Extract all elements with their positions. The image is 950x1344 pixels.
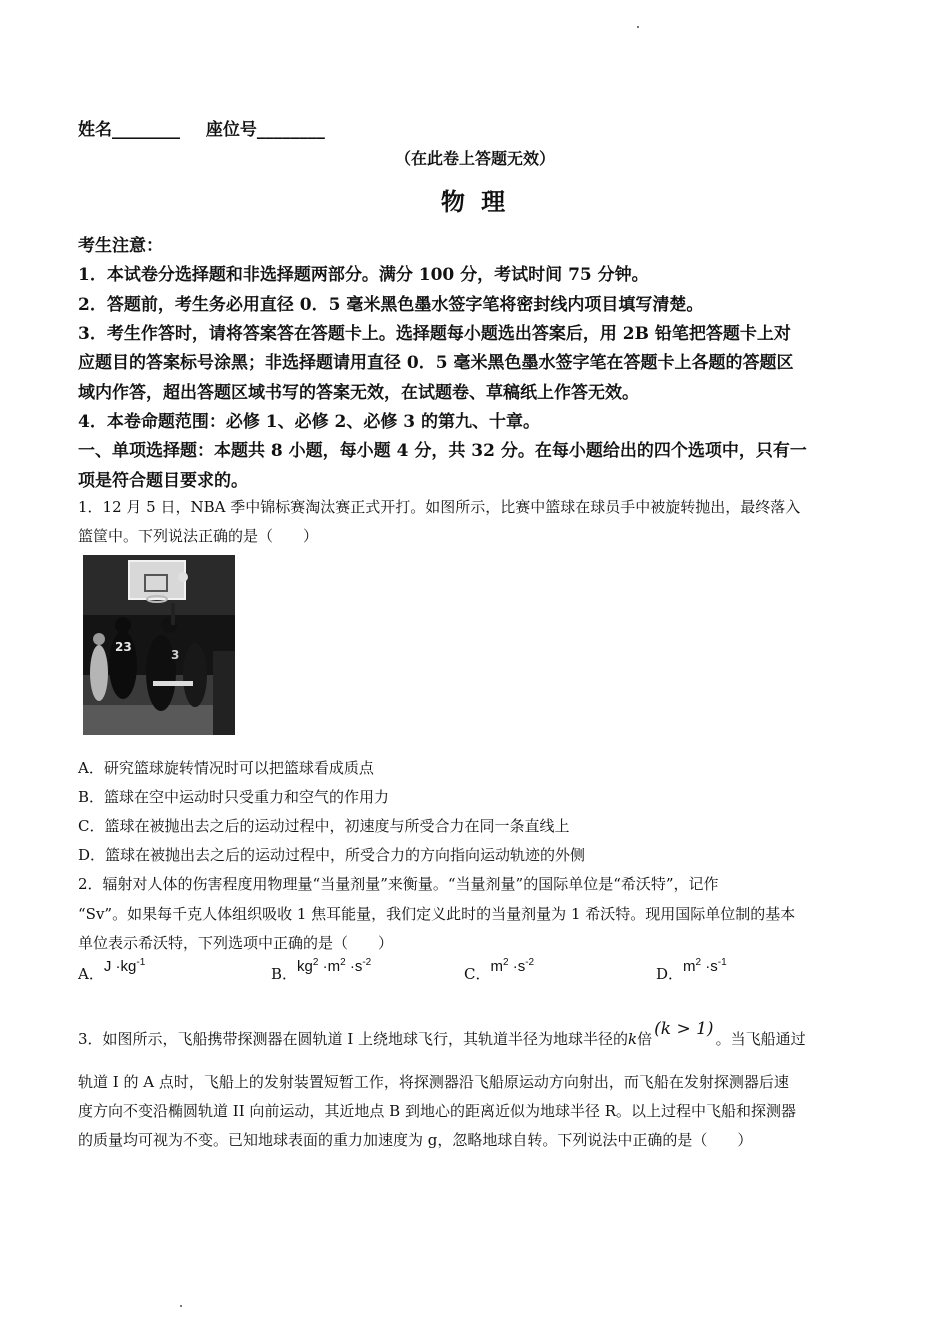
instruction-line: 1．本试卷分选择题和非选择题两部分。满分 100 分，考试时间 75 分钟。 [78,265,649,285]
q3-stem-part: 3．如图所示，飞船携带探测器在圆轨道 I 上绕地球飞行，其轨道半径为地球半径的 [78,1030,629,1048]
q3-stem-part: 。当飞船通过 [715,1030,806,1048]
q2-option-c [464,957,535,984]
section-heading: 一、单项选择题：本题共 8 小题，每小题 4 分，共 32 分。在每小题给出的四个选项中，只有一 [78,441,807,461]
instruction-line: 3．考生作答时，请将答案答在答题卡上。选择题每小题选出答案后，用 2B 铅笔把答题卡上对 [78,324,791,344]
q2-option-a [78,957,146,984]
instruction-line: 域内作答，超出答题区域书写的答案无效，在试题卷、草稿纸上作答无效。 [78,383,639,403]
q2-stem: 2．辐射对人体的伤害程度用物理量“当量剂量”来衡量。“当量剂量”的国际单位是“希沃特”，记作 [78,875,719,893]
unit-term: ·m [318,958,341,975]
q3-variable-k: k [628,1030,638,1048]
option-letter: C． [464,965,491,983]
unit-term: J ·kg [103,958,137,975]
unit-exponent: -1 [717,957,727,968]
basketball-photo [83,555,235,735]
q1-stem: 篮筐中。下列说法正确的是（ ） [78,527,319,545]
name-seat-row [78,115,878,140]
q1-option-b: B．篮球在空中运动时只受重力和空气的作用力 [78,788,390,806]
basketball [178,572,188,582]
option-letter: B． [271,965,298,983]
unit-exponent: -2 [525,957,535,968]
invalid-notice: （在此卷上答题无效） [394,149,555,168]
jersey-number-23: 23 [115,640,132,654]
q2-stem: “Sv”。如果每千克人体组织吸收 1 焦耳能量，我们定义此时的当量剂量为 1 希沃特。现用国际单位制的基本 [78,905,796,923]
q2-option-d [656,957,727,984]
option-letter: D． [656,965,684,983]
q3-stem: 度方向不变沿椭圆轨道 II 向前运动，其近地点 B 到地心的距离近似为地球半径 R。以上过程中飞船和探测器 [78,1102,797,1120]
unit-exponent: -2 [362,957,372,968]
seat-field-label: 座位号________ [205,120,325,140]
q2-stem: 单位表示希沃特，下列选项中正确的是（ ） [78,934,394,952]
q3-stem-part: 倍 [637,1030,653,1048]
unit-term: m [490,958,503,975]
unit-exponent: 2 [340,957,346,968]
q3-condition: (k > 1) [654,1019,714,1039]
instructions-heading: 考生注意： [78,236,163,256]
backboard [129,561,185,599]
instruction-line: 应题目的答案标号涂黑；非选择题请用直径 0．5 毫米黑色墨水签字笔在答题卡上各题的答题区 [78,353,794,373]
q2-option-b [271,957,372,984]
unit-exponent: -1 [136,957,146,968]
section-heading: 项是符合题目要求的。 [78,471,248,491]
q1-option-c: C．篮球在被抛出去之后的运动过程中，初速度与所受合力在同一条直线上 [78,817,570,835]
unit-term: ·s [345,958,363,975]
q3-stem: 轨道 I 的 A 点时，飞船上的发射装置短暂工作，将探测器沿飞船原运动方向射出，而飞船在发射探测器后速 [78,1073,789,1091]
unit-exponent: 2 [502,957,509,968]
q3-stem: 的质量均可视为不变。已知地球表面的重力加速度为 g，忽略地球自转。下列说法中正确的是（ ） [78,1131,753,1149]
unit-term: ·s [508,958,526,975]
q1-stem: 1．12 月 5 日，NBA 季中锦标赛淘汰赛正式开打。如图所示，比赛中篮球在球员手中被旋转抛出，最终落入 [78,498,801,516]
unit-term: ·s [701,958,718,975]
unit-term: kg [297,958,313,975]
basketball-scene [83,555,235,735]
option-letter: A． [78,965,104,983]
scan-speck [637,26,639,28]
q1-option-d: D．篮球在被抛出去之后的运动过程中，所受合力的方向指向运动轨迹的外侧 [78,846,586,864]
unit-exponent: 2 [312,957,319,968]
jersey-number-3: 3 [171,648,180,662]
q3-stem-first-line [78,1019,878,1049]
scan-speck [180,1305,182,1307]
unit-term: m [683,958,696,975]
name-field-label: 姓名________ [78,120,180,140]
subject-title: 物 理 [440,187,510,216]
instruction-line: 4．本卷命题范围：必修 1、必修 2、必修 3 的第九、十章。 [78,412,540,432]
unit-exponent: 2 [695,957,702,968]
q1-option-a: A．研究篮球旋转情况时可以把篮球看成质点 [78,759,374,777]
instruction-line: 2．答题前，考生务必用直径 0．5 毫米黑色墨水签字笔将密封线内项目填写清楚。 [78,295,704,315]
